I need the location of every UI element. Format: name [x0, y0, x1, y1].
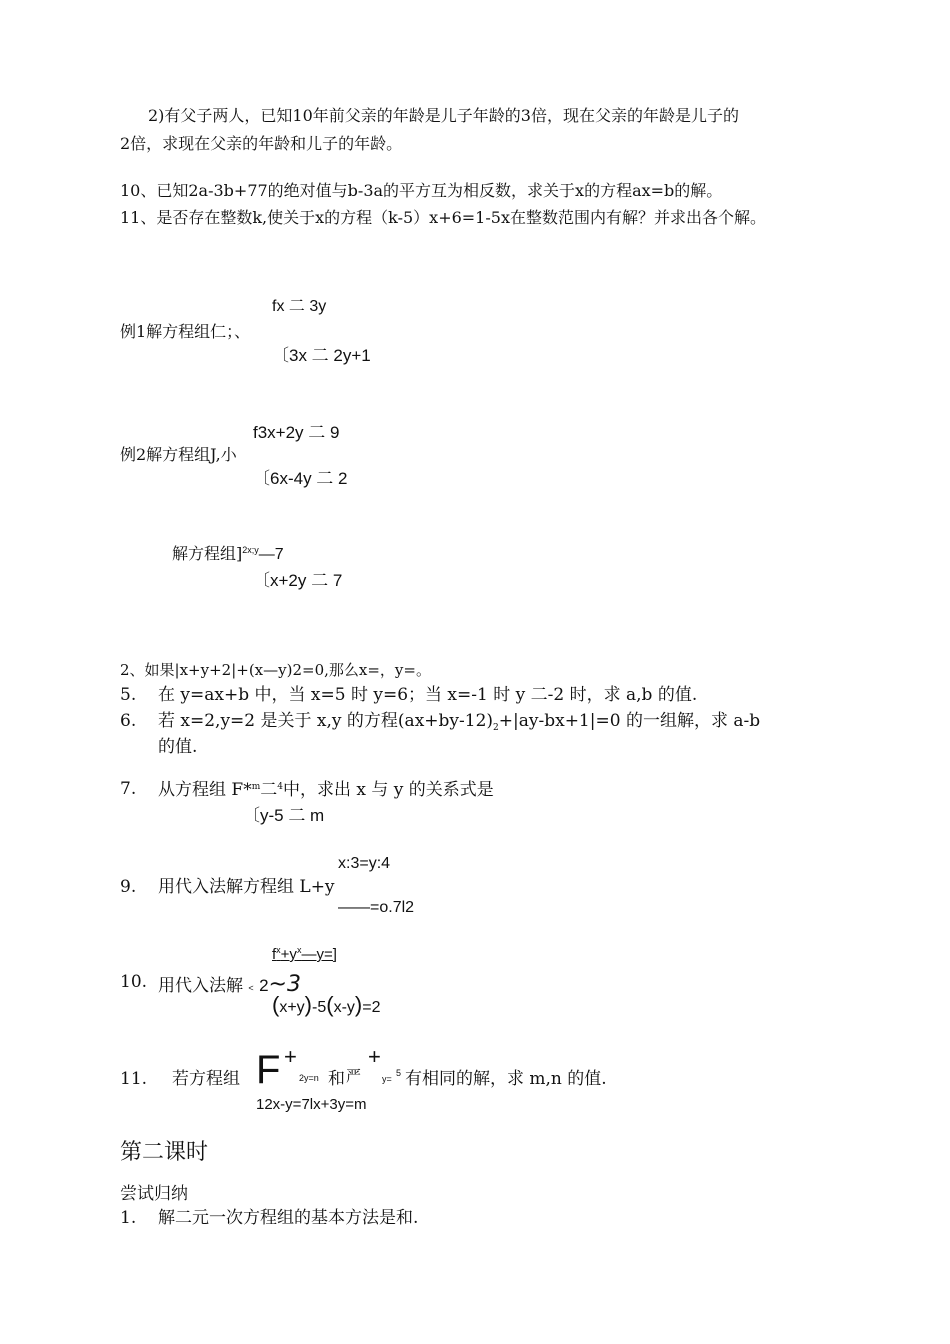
item-11-sub-2: y=: [382, 1074, 392, 1084]
item-10-top-sup: x: [276, 945, 281, 955]
item-9-bottom-equation: ——=o.7l2: [338, 899, 415, 916]
item-5-number: 5.: [120, 685, 137, 705]
item-9-text: 用代入法解方程组 L+y: [158, 877, 335, 897]
item-7-text-c: 中，求出 x 与 y 的关系式是: [282, 780, 494, 800]
item-6-text-b: +|ay-bx+1|=0 的一组解，求 a-b: [498, 711, 761, 731]
item-5-text: 在 y=ax+b 中，当 x=5 时 y=6；当 x=-1 时 y 二-2 时，求 a,b 的值.: [158, 685, 698, 705]
item-10-top-end: —y=]: [301, 946, 337, 963]
item-11-tail: 有相同的解，求 m,n 的值.: [405, 1069, 607, 1089]
item-10-paren-open-1: (: [272, 992, 280, 1017]
item-10-bottom-d: -5: [312, 999, 327, 1016]
example-1-label: 例1解方程组仁；、: [120, 322, 251, 341]
item-10-top-rest: +y: [280, 946, 297, 963]
item-7-text: [158, 781, 494, 799]
example-2-top-equation: f3x+2y 二 9: [253, 423, 340, 442]
example-3-bottom-equation: 〔x+2y 二 7: [253, 571, 343, 590]
item-11-label: 若方程组: [172, 1069, 240, 1089]
item-6-text-a: 若 x=2,y=2 是关于 x,y 的方程(ax+by-12): [158, 711, 494, 731]
sub-heading: 尝试归纳: [120, 1184, 188, 1204]
last-item-text: 解二元一次方程组的基本方法是和.: [158, 1208, 419, 1228]
example-3-line: [172, 546, 284, 563]
item-11-sub-1: 2y=n: [299, 1073, 319, 1083]
question-11: 11、是否存在整数k,使关于x的方程（k-5）x+6=1-5x在整数范围内有解？并求出各个解。: [120, 208, 766, 227]
item-9-top-equation: x:3=y:4: [338, 855, 391, 872]
item-10-paren-open-2: (: [326, 992, 334, 1017]
example-1-top-equation: fx 二 3y: [272, 298, 327, 315]
section-heading: 第二课时: [120, 1140, 209, 1165]
item-10-number: 10.: [120, 972, 148, 992]
item-7-superscript-2: 4: [277, 782, 283, 792]
item-11-plus-1: +: [284, 1044, 297, 1069]
example-3-superscript: 2x;y: [242, 545, 259, 555]
item-11-mid-2: 严: [346, 1067, 362, 1085]
item-7-number: 7.: [120, 779, 137, 799]
item-10-paren-close-1: ): [304, 992, 312, 1017]
item-10-bottom-b: x+y: [279, 999, 305, 1016]
item-2: 2、如果|x+y+2|+(x—y)2=0,那么x=，y=。: [120, 661, 431, 679]
item-10-paren-close-2: ): [354, 992, 363, 1017]
example-2-bottom-equation: 〔6x-4y 二 2: [253, 469, 348, 488]
item-10-top-f: f: [272, 946, 277, 963]
item-10-two: 2: [259, 976, 269, 995]
example-2-label: 例2解方程组J,小: [120, 445, 237, 464]
example-1-bottom-equation: 〔3x 二 2y+1: [272, 346, 371, 365]
item-6-subscript: 2: [493, 723, 499, 733]
item-9-number: 9.: [120, 877, 137, 897]
item-7-superscript: m: [251, 782, 261, 792]
item-10-less-than: <: [248, 983, 254, 993]
item-11-big-f: F: [256, 1048, 281, 1092]
item-10-bottom-f: x-y: [333, 999, 355, 1016]
item-10-tilde-three: ~3: [268, 972, 301, 997]
item-10-bottom-h: =2: [362, 999, 381, 1016]
item-11-sub-3: 5: [396, 1068, 402, 1078]
item-10-top-sup-2: x: [296, 945, 302, 955]
item-10-label: 用代入法解: [158, 976, 243, 996]
last-item-number: 1.: [120, 1208, 137, 1228]
item-10-bottom-equation: [272, 994, 380, 1016]
item-6-number: 6.: [120, 711, 137, 731]
question-10: 10、已知2a-3b+77的绝对值与b-3a的平方互为相反数，求关于x的方程ax=b的解。: [120, 181, 723, 200]
item-11-mid: 和: [328, 1069, 345, 1089]
item-10-text: [158, 974, 301, 996]
item-6-text: [158, 713, 760, 733]
problem-2-line-2: 2倍，求现在父亲的年龄和儿子的年龄。: [120, 134, 403, 153]
item-10-top-equation: [272, 946, 337, 962]
item-7-text-b: 二: [260, 780, 278, 799]
item-7-text-a: 从方程组 F*: [158, 780, 252, 800]
problem-2-line-1: 2)有父子两人，已知10年前父亲的年龄是儿子年龄的3倍，现在父亲的年龄是儿子的: [148, 106, 739, 125]
example-3-label: 解方程组]: [172, 544, 243, 563]
item-6-line-2: 的值.: [158, 737, 198, 757]
item-11-plus-2: +: [368, 1044, 381, 1069]
item-11-bottom-equations: 12x-y=7lx+3y=m: [256, 1096, 367, 1113]
item-11-number: 11.: [120, 1069, 148, 1089]
item-7-bottom-equation: 〔y-5 二 m: [243, 806, 325, 825]
example-3-tail: —7: [258, 546, 284, 563]
